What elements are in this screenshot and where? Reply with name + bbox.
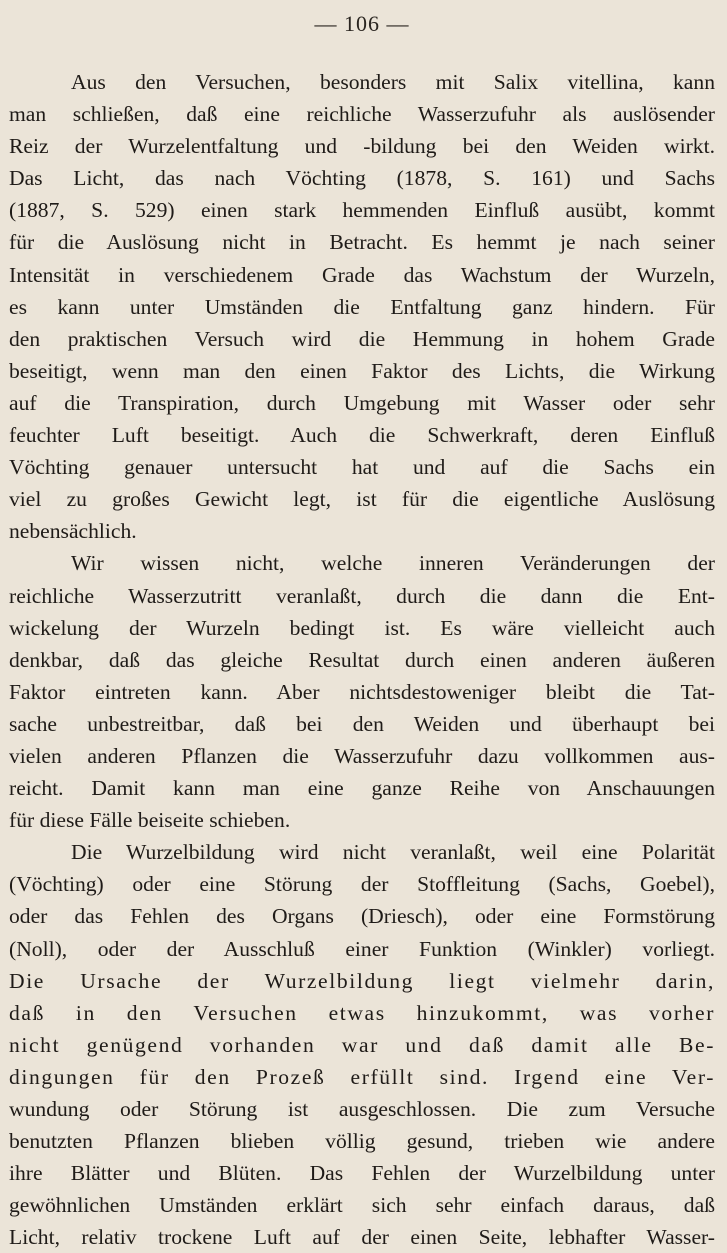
text-line: gewöhnlichen Umständen erklärt sich sehr einfach daraus, daß — [9, 1193, 715, 1218]
paragraph-2 — [9, 547, 715, 836]
text-line: beseitigt, wenn man den einen Faktor des Lichts, die Wirkung — [9, 358, 715, 383]
text-line: auf die Transpiration, durch Umgebung mit Wasser oder sehr — [9, 390, 715, 415]
text-line: Reiz der Wurzelentfaltung und -bildung bei den Weiden wirkt. — [9, 134, 715, 159]
paragraph-3 — [9, 836, 715, 1253]
text-line: sache unbestreitbar, daß bei den Weiden und überhaupt bei — [9, 711, 715, 736]
text-line: feuchter Luft beseitigt. Auch die Schwerkraft, deren Einfluß — [9, 423, 715, 448]
text-line: oder das Fehlen des Organs (Driesch), oder eine Formstörung — [9, 904, 715, 929]
text-line: Faktor eintreten kann. Aber nichtsdestoweniger bleibt die Tat- — [9, 679, 715, 704]
text-line: Licht, relativ trockene Luft auf der einen Seite, lebhafter Wasser- — [9, 1225, 715, 1250]
text-line: Die Ursache der Wurzelbildung liegt vielmehr darin, — [9, 968, 715, 993]
page-number: — 106 — — [314, 11, 410, 36]
text-line: dingungen für den Prozeß erfüllt sind. Irgend eine Ver- — [9, 1064, 715, 1089]
text-line: reicht. Damit kann man eine ganze Reihe von Anschauungen — [9, 776, 715, 801]
text-line: wickelung der Wurzeln bedingt ist. Es wäre vielleicht auch — [9, 615, 715, 640]
text-line: man schließen, daß eine reichliche Wasserzufuhr als auslösender — [9, 102, 715, 127]
text-line: (1887, S. 529) einen stark hemmenden Einfluß ausübt, kommt — [9, 198, 715, 223]
text-line: (Noll), oder der Ausschluß einer Funktion (Winkler) vorliegt. — [9, 936, 715, 961]
text-line: daß in den Versuchen etwas hinzukommt, was vorher — [9, 1000, 715, 1025]
text-line: Wir wissen nicht, welche inneren Veränderungen der — [71, 551, 715, 576]
text-line: benutzten Pflanzen blieben völlig gesund, trieben wie andere — [9, 1129, 715, 1154]
text-line: Die Wurzelbildung wird nicht veranlaßt, weil eine Polarität — [71, 840, 715, 865]
text-line: ihre Blätter und Blüten. Das Fehlen der Wurzelbildung unter — [9, 1161, 715, 1186]
text-line: Intensität in verschiedenem Grade das Wachstum der Wurzeln, — [9, 262, 715, 287]
text-line: für diese Fälle beiseite schieben. — [9, 808, 291, 833]
text-line: nicht genügend vorhanden war und daß damit alle Be- — [9, 1032, 715, 1057]
text-line: (Vöchting) oder eine Störung der Stoffleitung (Sachs, Goebel), — [9, 872, 715, 897]
text-line: Aus den Versuchen, besonders mit Salix vitellina, kann — [71, 70, 715, 94]
text-line: viel zu großes Gewicht legt, ist für die eigentliche Auslösung — [9, 487, 715, 512]
text-line: Vöchting genauer untersucht hat und auf die Sachs ein — [9, 455, 715, 480]
text-line: für die Auslösung nicht in Betracht. Es hemmt je nach seiner — [9, 230, 715, 255]
text-line: nebensächlich. — [9, 519, 137, 544]
text-line: den praktischen Versuch wird die Hemmung in hohem Grade — [9, 326, 715, 351]
paragraph-1 — [9, 66, 715, 547]
text-line: wundung oder Störung ist ausgeschlossen. Die zum Versuche — [9, 1097, 715, 1121]
text-line: denkbar, daß das gleiche Resultat durch einen anderen äußeren — [9, 647, 715, 672]
text-line: vielen anderen Pflanzen die Wasserzufuhr dazu vollkommen aus- — [9, 743, 715, 768]
text-line: reichliche Wasserzutritt veranlaßt, durch die dann die Ent- — [9, 583, 715, 608]
text-line: es kann unter Umständen die Entfaltung ganz hindern. Für — [9, 294, 715, 319]
text-line: Das Licht, das nach Vöchting (1878, S. 161) und Sachs — [9, 166, 715, 191]
